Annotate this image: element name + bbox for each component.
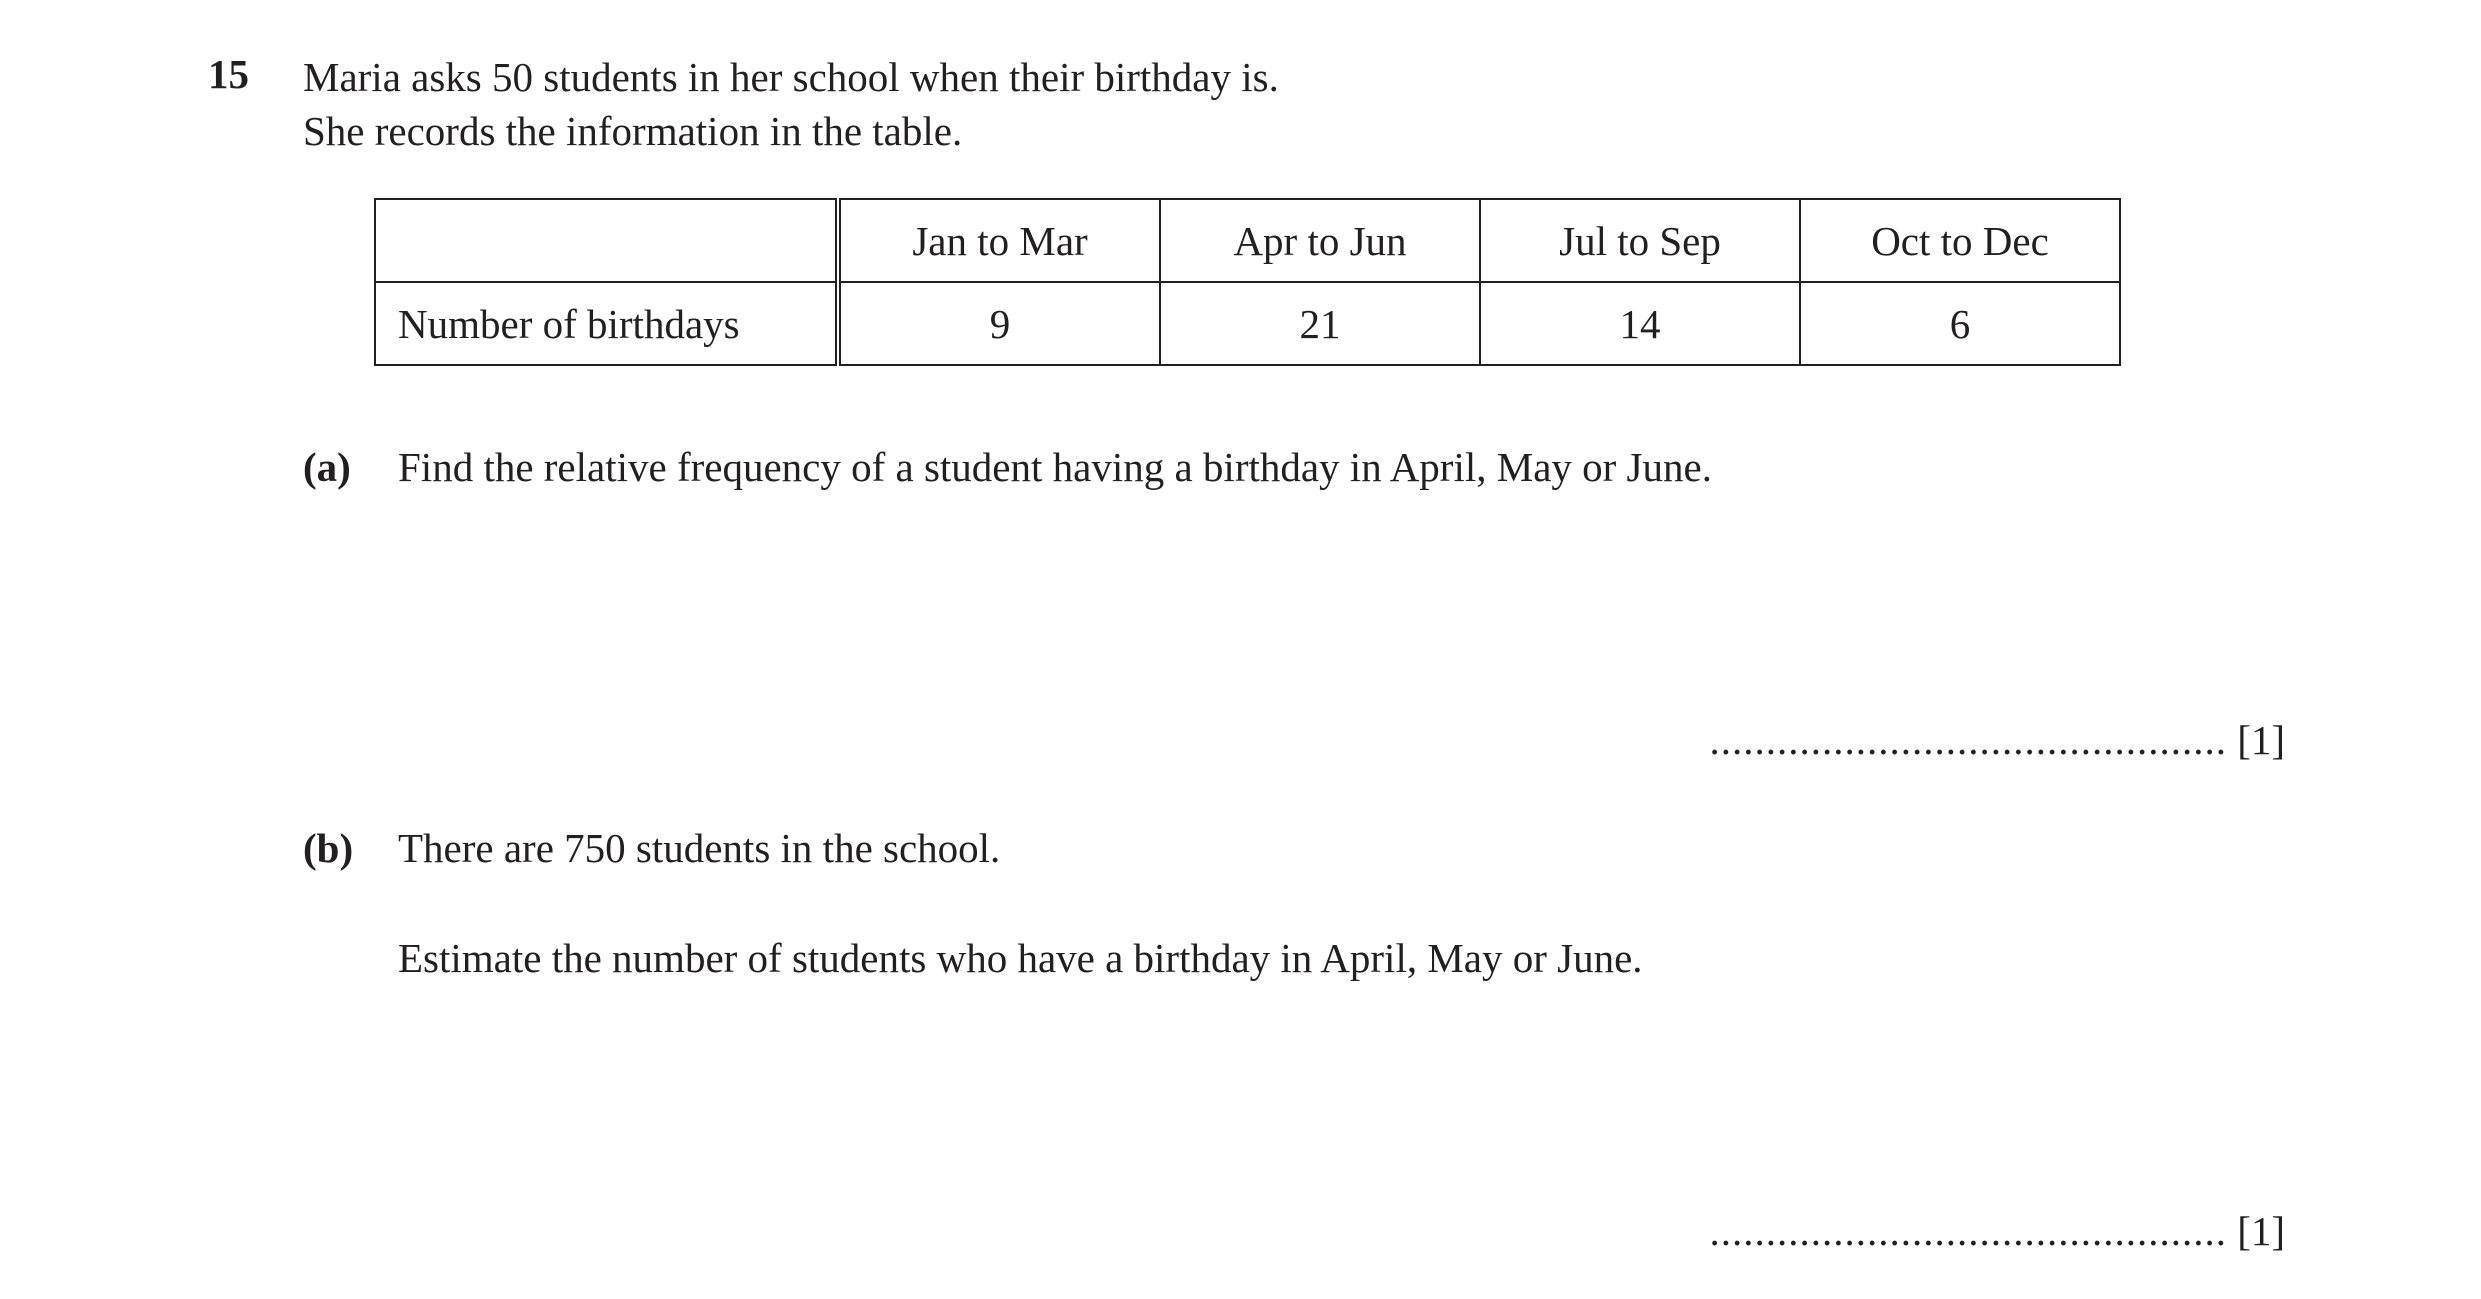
table-cell: 14: [1480, 282, 1800, 365]
question-intro: [303, 50, 1279, 158]
table-cell: 21: [1160, 282, 1480, 365]
table-row: [375, 282, 2120, 365]
table-header-cell: Jul to Sep: [1480, 199, 1800, 282]
table-header-cell: Jan to Mar: [838, 199, 1160, 282]
answer-dots: ..............................................: [1709, 717, 2227, 763]
intro-line-1: Maria asks 50 students in her school when their birthday is.: [303, 54, 1279, 100]
part-a-marks: [1]: [2237, 717, 2285, 763]
table-row-label: Number of birthdays: [375, 282, 838, 365]
part-b-text-2: Estimate the number of students who have a birthday in April, May or June.: [398, 935, 1643, 981]
intro-line-2: She records the information in the table.: [303, 108, 963, 154]
table-header-cell: Apr to Jun: [1160, 199, 1480, 282]
table-cell: 9: [838, 282, 1160, 365]
table-header-cell: Oct to Dec: [1800, 199, 2120, 282]
part-b-marks: [1]: [2237, 1208, 2285, 1254]
table-header-row: [375, 199, 2120, 282]
part-a-text: Find the relative frequency of a student having a birthday in April, May or June.: [398, 444, 1712, 490]
table-corner-cell: [375, 199, 838, 282]
answer-dots: ..............................................: [1709, 1208, 2227, 1254]
part-b-answer-line[interactable]: [1709, 1207, 2285, 1255]
part-b-text-1: There are 750 students in the school.: [398, 825, 1001, 871]
question-number: 15: [208, 51, 249, 97]
table-cell: 6: [1800, 282, 2120, 365]
part-a-label: (a): [303, 444, 351, 490]
birthday-table: [374, 198, 2121, 366]
part-b-label: (b): [303, 825, 354, 871]
part-a-answer-line[interactable]: [1709, 716, 2285, 764]
